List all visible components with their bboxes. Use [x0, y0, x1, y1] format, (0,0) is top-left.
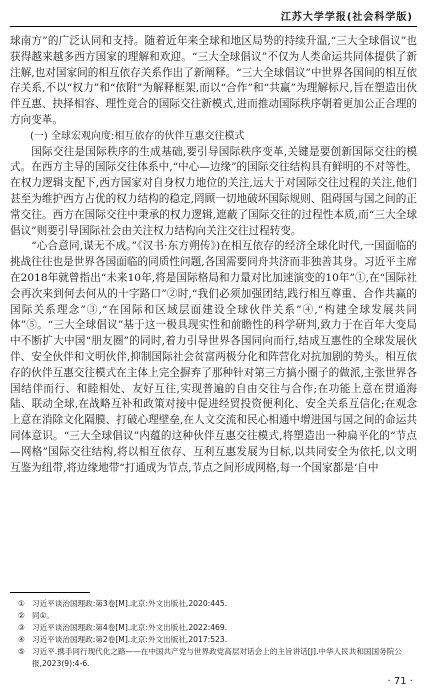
journal-header: 江苏大学学报(社会科学版) — [280, 12, 413, 23]
paragraph-3: “心合意同,谋无不成。”《汉书·东方朔传》)在相互依存的经济全球化时代,一国面临的挑战往往也是世界各国面临的同质性问题,各国需要同舟共济而非独善其身。习近平主席在2018年就曾指出“未来10年,将是国际格局和力量对比加速演变的10年”①,在“国际社会再次来到何去何从的十字路口”②时,“我们必须加强团结,践行相互尊重、合作共赢的国际关系理念”③,“在国际和区域层面建设全球伙伴关系”④,“构建全球发展共同体”⑤。“三大全球倡议”基于这一极具现实性和前瞻性的科学研判,致力于在百年大变局中不断扩大中国“朋友圈”的同时,着力引导世界各国同向而行,结成互惠性的全球发展伙伴、安全伙伴和文明伙伴,抑制国际社会贫富两极分化和阵营化对抗加剧的势头。相互依存的伙伴互惠交往模式在主体上完全摒弃了那种针对第三方搞小圈子的做派,主张世界各国结伴而行、和睦相处、友好互往,实现普遍的自由交往与合作;在功能上意在贯通海陆、联动全球,在战略互补和政策对接中促进经贸投资便利化、安全关系互信化;在观念上意在消除文化隔膜、打破心理壁垒,在人文交流和民心相通中增进国与国之间的命运共同体意识。“三大全球倡议”内蕴的这种伙伴互惠交往模式,将塑造出一种扁平化的“节点—网格”国际交往结构,将以相互依存、互利互惠发展为目标,以共同安全为依托,以文明互鉴为纽带,将边缘地带“打通成为节点,节点之间形成网格,每一个国家都是‘自中 — [10, 240, 417, 474]
section-heading: (一) 全球宏观向度:相互依存的伙伴互惠交往模式 — [30, 130, 245, 142]
footnote-mark: ④ — [18, 635, 25, 644]
footnote-5 — [10, 646, 417, 670]
footnote-text: 习近平谈治国理政:第4卷[M].北京:外文出版社,2022:469. — [32, 623, 228, 632]
footnotes — [10, 598, 417, 670]
footnote-2 — [10, 610, 417, 622]
article-body — [10, 34, 417, 476]
paragraph-1: 球南方”的广泛认同和支持。随着近年来全球和地区局势的持续升温,“三大全球倡议”也获得越来越多西方国家的理解和欢迎。“三大全球倡议”不仅为人类命运共同体提供了新注解,也对国家间的相互依存关系作出了新阐释。“三大全球倡议”中世界各国间的相互依存关系,不以“权力”和“依附”为解释框架,而以“合作”和“共赢”为理解标尺,旨在塑造出伙伴互惠、抉择相容、理性竞合的国际交往新模式,进而推动国际秩序朝着更加公正合理的方向变革。 — [10, 35, 417, 126]
footnote-text: 同①。 — [32, 611, 54, 620]
footnote-1 — [10, 598, 417, 610]
footnote-mark: ⑤ — [18, 647, 25, 656]
footnote-text: 习近平谈治国理政:第3卷[M].北京:外文出版社,2020:445. — [32, 599, 228, 608]
footnote-3 — [10, 622, 417, 634]
footnote-text: 习近平.携手同行现代化之路——在中国共产党与世界政党高层对话会上的主旨讲话[J].中华人民共和国国务院公报,2023(9):4-6. — [32, 647, 402, 668]
footnote-mark: ③ — [18, 623, 25, 632]
header-rule — [10, 26, 417, 27]
footnote-mark: ① — [18, 599, 25, 608]
footnote-mark: ② — [18, 611, 25, 620]
footnote-text: 习近平谈治国理政:第2卷[M].北京:外文出版社,2017:523. — [32, 635, 228, 644]
page-number: · 71 · — [387, 676, 413, 687]
footnote-4 — [10, 634, 417, 646]
paragraph-2: 国际交往是国际秩序的生成基础,要引导国际秩序变革,关键是要创新国际交往的模式。在西方主导的国际交往体系中,“中心—边缘”的国际交往结构具有鲜明的不对等性。在权力逻辑支配下,西方国家对自身权力地位的关注,远大于对国际交往过程的关注,他们甚至为维护西方占优的权力结构的稳定,罔顾一切地破坏国际规则、阻碍国与国之间的正常交往。西方在国际交往中秉承的权力逻辑,遮蔽了国际交往的过程性本质,而“三大全球倡议”则要引导国际社会由关注权力结构向关注交往过程转变。 — [10, 145, 417, 237]
footnote-rule — [10, 592, 90, 593]
